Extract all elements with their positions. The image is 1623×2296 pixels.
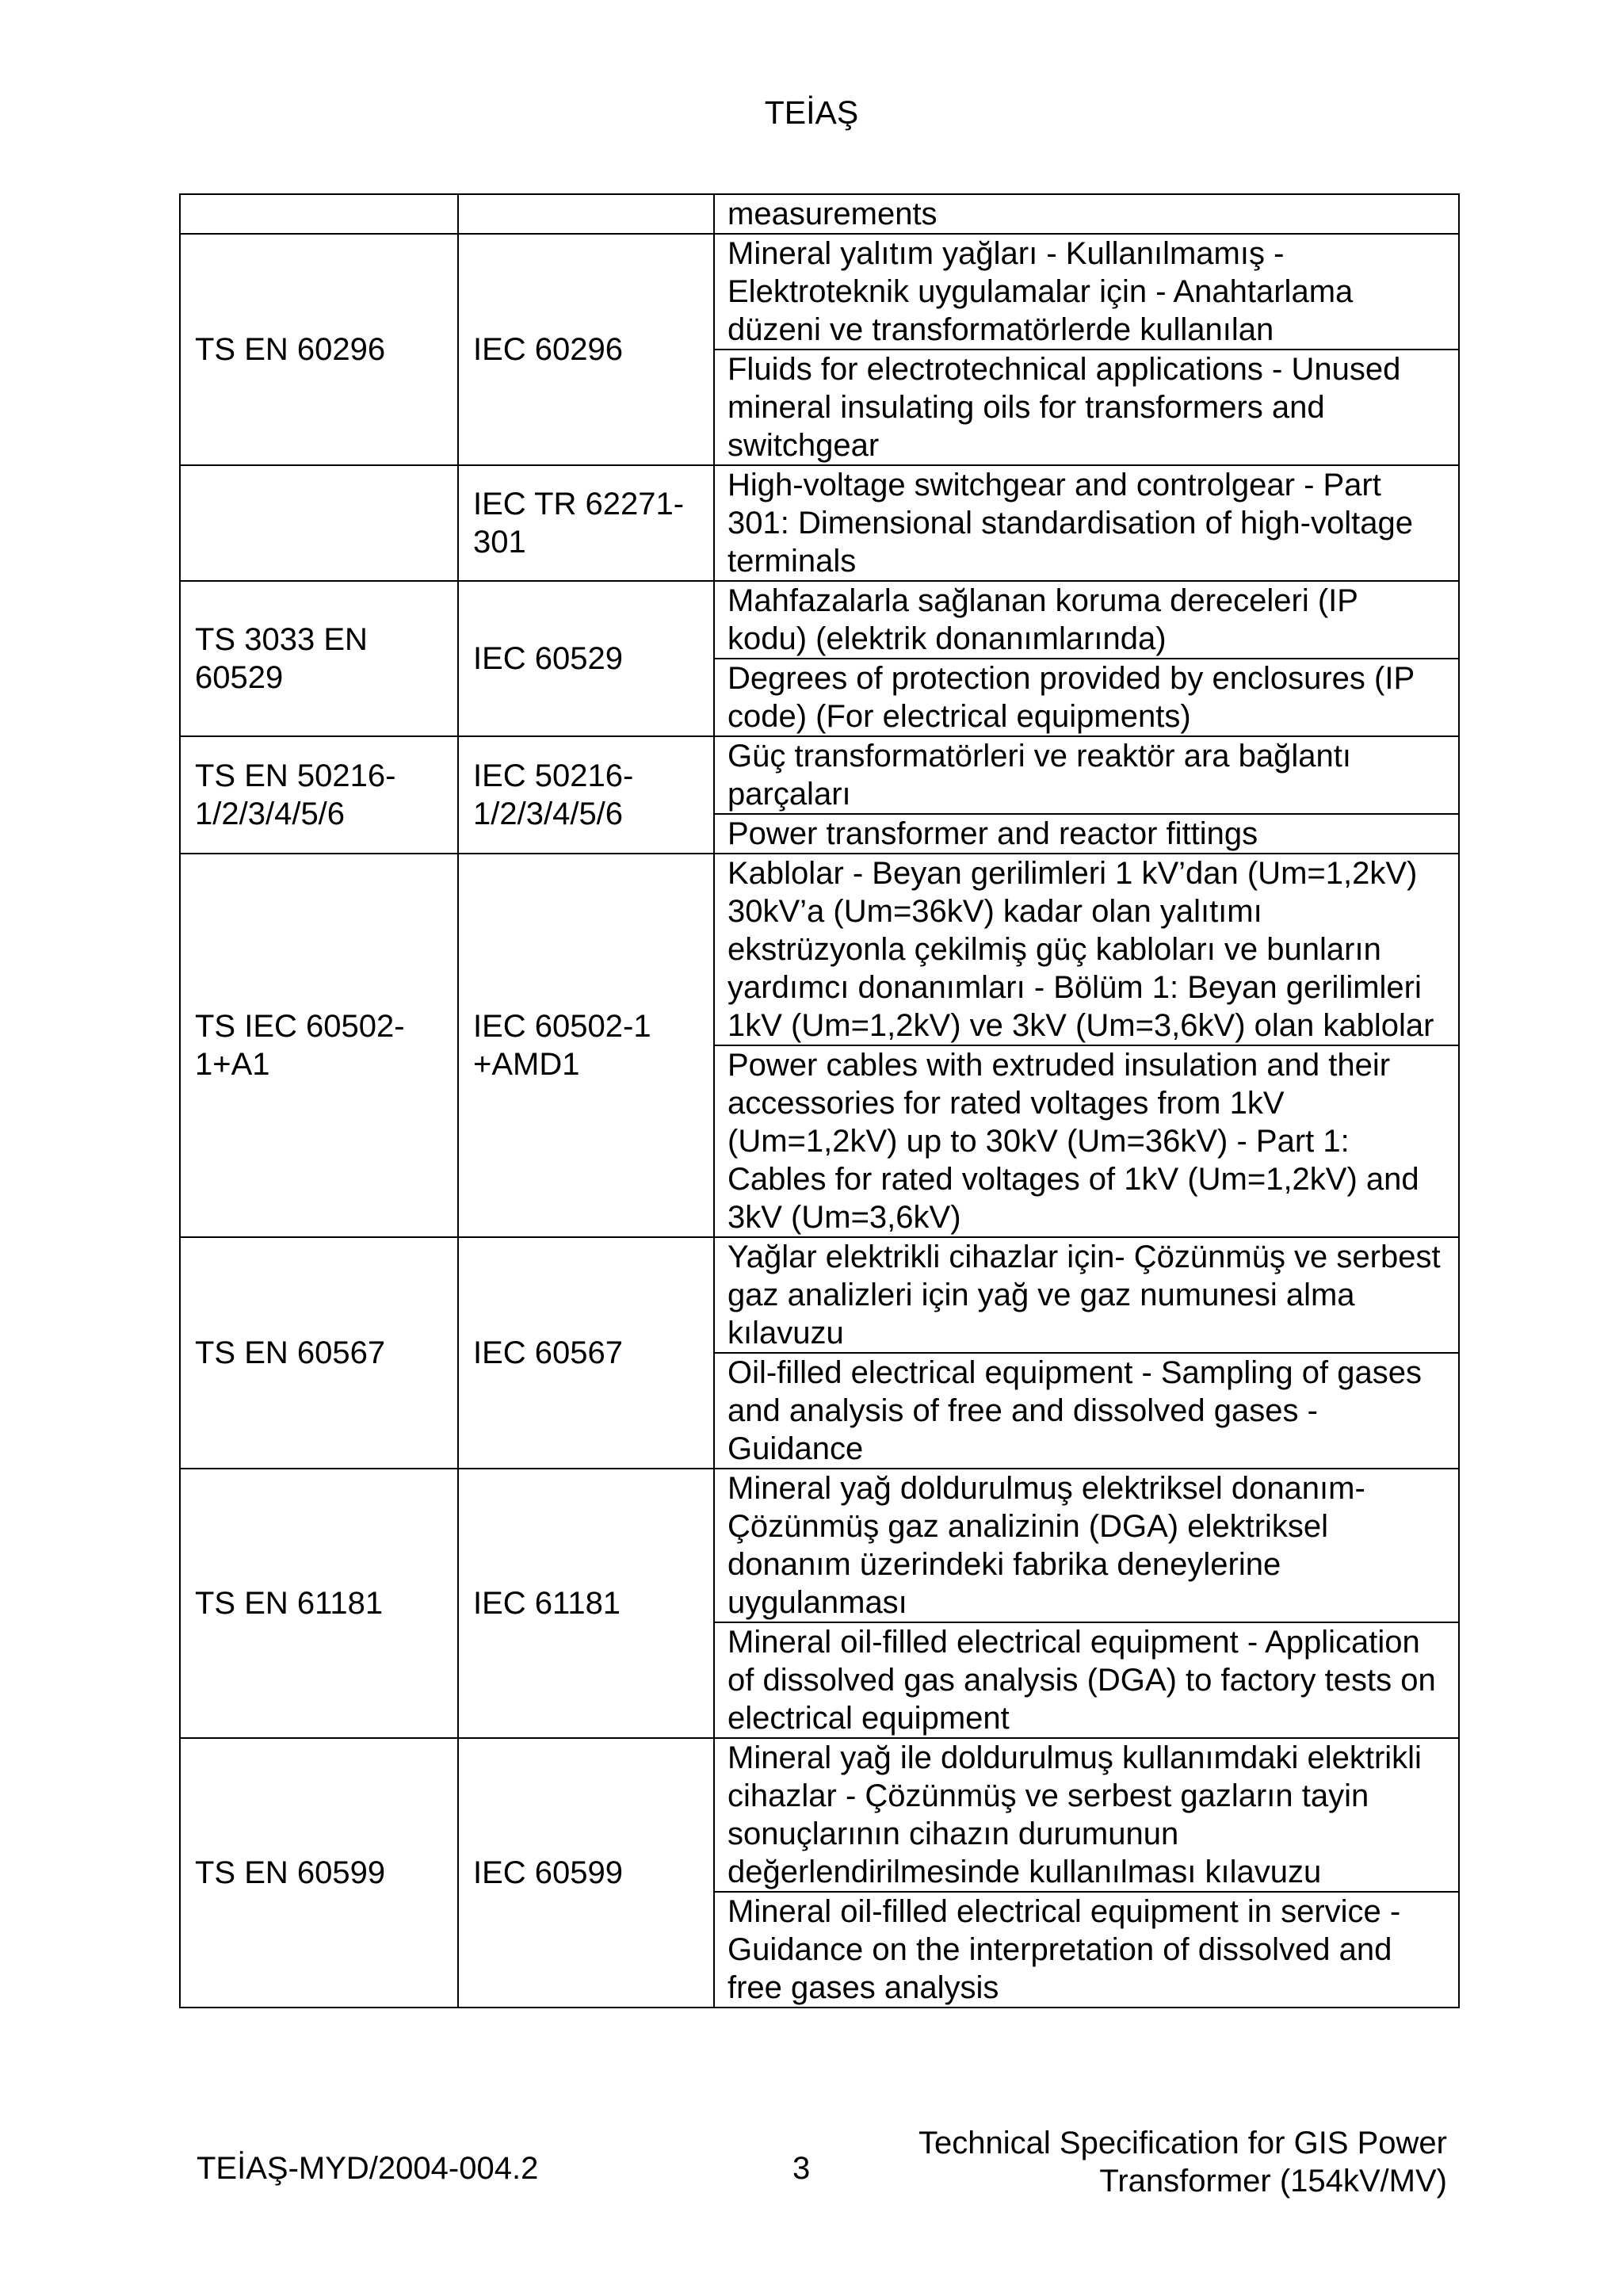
footer-doc-title [845,2124,1447,2200]
description-cell: Mineral oil-filled electrical equipment in service - Guidance on the interpretation of dissolved and free gases analysis [714,1892,1459,2008]
description-cell: Power cables with extruded insulation and their accessories for rated voltages from 1kV (Um=1,2kV) up to 30kV (Um=36kV) - Part 1: Cables for rated voltages of 1kV (Um=1,2kV) and 3kV (Um=3,6kV) [714,1045,1459,1237]
table-row [180,854,1459,1045]
table-row [180,1738,1459,1892]
table-row [180,465,1459,581]
table-row [180,1237,1459,1353]
footer-doc-code: TEİAŞ-MYD/2004-004.2 [197,2151,539,2186]
description-cell: Mineral yalıtım yağları - Kullanılmamış - Elektroteknik uygulamalar için - Anahtarlama düzeni ve transformatörlerde kullanılan [714,234,1459,350]
ts-standard-cell: TS EN 50216-1/2/3/4/5/6 [180,736,458,854]
description-cell: Mineral oil-filled electrical equipment - Application of dissolved gas analysis (DGA) to factory tests on electrical equipment [714,1622,1459,1738]
description-cell: Degrees of protection provided by enclosures (IP code) (For electrical equipments) [714,659,1459,736]
ts-standard-cell: TS EN 60599 [180,1738,458,2008]
table-row [180,581,1459,659]
iec-standard-cell: IEC 60529 [458,581,714,736]
iec-standard-cell: IEC 60296 [458,234,714,465]
description-cell: Güç transformatörleri ve reaktör ara bağlantı parçaları [714,736,1459,814]
table-row [180,234,1459,350]
ts-standard-cell [180,465,458,581]
description-cell: Mineral yağ ile doldurulmuş kullanımdaki elektrikli cihazlar - Çözünmüş ve serbest gazların tayin sonuçlarının cihazın durumunun değerlendirilmesinde kullanılması kılavuzu [714,1738,1459,1892]
ts-standard-cell: TS EN 61181 [180,1469,458,1738]
ts-standard-cell: TS EN 60296 [180,234,458,465]
iec-standard-cell: IEC 60567 [458,1237,714,1469]
iec-standard-cell: IEC TR 62271-301 [458,465,714,581]
footer-page-number: 3 [792,2151,811,2186]
description-cell: measurements [714,194,1459,234]
iec-standard-cell [458,194,714,234]
description-cell: Kablolar - Beyan gerilimleri 1 kV’dan (Um=1,2kV) 30kV’a (Um=36kV) kadar olan yalıtımı ekstrüzyonla çekilmiş güç kabloları ve bunların yardımcı donanımları - Bölüm 1: Beyan gerilimleri 1kV (Um=1,2kV) ve 3kV (Um=3,6kV) olan kablolar [714,854,1459,1045]
table-row [180,1469,1459,1622]
table-row [180,194,1459,234]
description-cell: Mineral yağ doldurulmuş elektriksel donanım- Çözünmüş gaz analizinin (DGA) elektriksel donanım üzerindeki fabrika deneylerine uygulanması [714,1469,1459,1622]
iec-standard-cell: IEC 50216-1/2/3/4/5/6 [458,736,714,854]
ts-standard-cell [180,194,458,234]
page-header: TEİAŞ [764,94,859,131]
table-row [180,736,1459,814]
footer-doc-title-line1: Technical Specification for GIS Power [918,2126,1447,2160]
description-cell: Oil-filled electrical equipment - Sampling of gases and analysis of free and dissolved gases - Guidance [714,1353,1459,1469]
description-cell: Yağlar elektrikli cihazlar için- Çözünmüş ve serbest gaz analizleri için yağ ve gaz numunesi alma kılavuzu [714,1237,1459,1353]
description-cell: High-voltage switchgear and controlgear - Part 301: Dimensional standardisation of high-voltage terminals [714,465,1459,581]
ts-standard-cell: TS 3033 EN 60529 [180,581,458,736]
ts-standard-cell: TS EN 60567 [180,1237,458,1469]
footer-doc-title-line2: Transformer (154kV/MV) [1099,2164,1447,2199]
iec-standard-cell: IEC 61181 [458,1469,714,1738]
ts-standard-cell: TS IEC 60502-1+A1 [180,854,458,1237]
description-cell: Mahfazalarla sağlanan koruma dereceleri (IP kodu) (elektrik donanımlarında) [714,581,1459,659]
iec-standard-cell: IEC 60599 [458,1738,714,2008]
description-cell: Power transformer and reactor fittings [714,814,1459,854]
standards-table [179,193,1460,2008]
description-cell: Fluids for electrotechnical applications - Unused mineral insulating oils for transformers and switchgear [714,350,1459,465]
iec-standard-cell: IEC 60502-1 +AMD1 [458,854,714,1237]
